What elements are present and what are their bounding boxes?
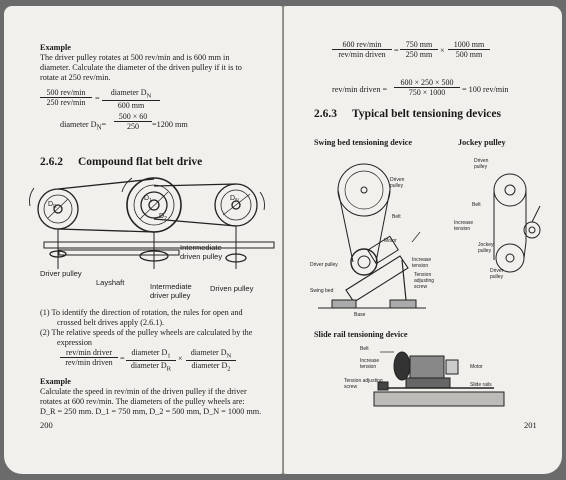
equation-fraction: $\frac{1000 mm}{500 mm}$ xyxy=(448,40,490,59)
example-heading: Example xyxy=(40,43,71,52)
label-intermediate-driven: driven pulley xyxy=(180,252,223,261)
section-number: 2.6.2 xyxy=(40,156,63,168)
label-dr: $D_R$ xyxy=(48,201,57,210)
slide-rail-title: Slide rail tensioning device xyxy=(314,330,408,339)
list-item-1: crossed belt drives apply (2.6.1). xyxy=(57,318,165,327)
left-page: Example The driver pulley rotates at 500 rev/min and is 600 mm in diameter. Calculate the diameter of the driven pulley if it is to rotate at 250 rev/min. 500 rev/min 250 rev/min = diameter $D_N$ 600 mm diameter $D_N=$ $\frac{500 \times 60}{250}$ =1200 mm 2.6.2 Compound flat belt drive $D_R$ $D_1$ $D_2$ $D_N$ Intermediate driven pulley Driver pulley Layshaft Intermediate driver pulley Driven pulley (1) To identify the direction of rotation, the rules for open and crossed belt drives apply (2.6.1). (2) The relative speeds of the pulley wheels are calculated by the expression rev/min driver rev/min driven = diameter $D_1$ diameter $D_R$ × diameter $D_N$ diameter $D_2$ Example Calculate the speed in rev/min of the driven pulley if the driver rotates at 600 rev/min. The diameters of the pulley wheels are: D_R = 250 mm. D_1 = 750 mm, D_2 = 500 mm, D_N = 1000 mm. 200 xyxy=(4,6,282,474)
label-layshaft: Layshaft xyxy=(96,278,125,287)
example-text: D_R = 250 mm. D_1 = 750 mm, D_2 = 500 mm, D_N = 1000 mm. xyxy=(40,407,262,416)
list-item-2: (2) The relative speeds of the pulley wheels are calculated by the xyxy=(40,328,253,337)
label-driven-pulley: Driven pulley xyxy=(210,284,254,293)
label-intermediate-driver: Intermediate xyxy=(150,282,192,291)
label-d2: $D_2$ xyxy=(159,213,167,222)
equals-sign: = xyxy=(95,94,100,103)
equation-fraction: $\frac{500 \times 60}{250}$ xyxy=(114,112,152,131)
swing-bed-title: Swing bed tensioning device xyxy=(314,138,413,147)
label-d1: $D_1$ xyxy=(144,195,152,204)
equation-fraction: rev/min driver rev/min driven xyxy=(60,348,118,367)
right-page: 600 rev/min rev/min driven = $\frac{750 mm}{250 mm}$ × $\frac{1000 mm}{500 mm}$ rev/min driven = $\frac{600 \times 250 \times 500}{750 \times 1000}$ = 100 rev/min 2.6.3 Typical belt tensioning devices Swing bed tensioning device Jockey pulley Driven pulley Belt Motor Driver pulley Increase tension Tension adjusting screw Swing bed Base Driven pulley Belt Increase tension Jockey pulley Driver pulley Slide rail tensioning device Belt Increase tension Motor Tension adjusting screw Slide rails 201 xyxy=(284,6,562,474)
label-dn: $D_N$ xyxy=(230,195,239,204)
label-driver-pulley: Driver pulley xyxy=(40,269,82,278)
equation-fraction: diameter $D_1$ diameter $D_R$ xyxy=(126,348,176,372)
page-number: 200 xyxy=(40,420,53,430)
list-item-2: expression xyxy=(57,338,93,347)
equation-prefix: diameter $D_N=$ xyxy=(60,120,107,132)
equation-fraction: 600 rev/min rev/min driven xyxy=(332,40,392,59)
equation-prefix: rev/min driven = xyxy=(332,85,388,94)
example-text: The driver pulley rotates at 500 rev/min and is 600 mm in xyxy=(40,53,230,62)
section-title: Typical belt tensioning devices xyxy=(352,108,501,120)
label-intermediate-driver: driver pulley xyxy=(150,291,191,300)
example-text: rotate at 250 rev/min. xyxy=(40,73,111,82)
equation-fraction: $\frac{750 mm}{250 mm}$ xyxy=(400,40,438,59)
equation-fraction: diameter $D_N$ 600 mm xyxy=(102,88,160,110)
page-number: 201 xyxy=(524,420,537,430)
equation-fraction: 500 rev/min 250 rev/min xyxy=(40,88,92,107)
example-heading: Example xyxy=(40,377,71,386)
example-text: diameter. Calculate the diameter of the driven pulley if it is to xyxy=(40,63,242,72)
section-title: Compound flat belt drive xyxy=(78,156,203,168)
example-text: Calculate the speed in rev/min of the driven pulley if the driver xyxy=(40,387,247,396)
equation-result: = 100 rev/min xyxy=(462,85,509,94)
swing-bed-diagram xyxy=(308,150,438,320)
jockey-pulley-title: Jockey pulley xyxy=(458,138,506,147)
label-intermediate-driven: Intermediate xyxy=(180,243,222,252)
equation-fraction: $\frac{600 \times 250 \times 500}{750 \times 1000}$ xyxy=(394,78,460,97)
example-text: rotates at 600 rev/min. The diameters of the pulley wheels are: xyxy=(40,397,245,406)
equation-result: =1200 mm xyxy=(152,120,188,129)
equation-fraction: diameter $D_N$ diameter $D_2$ xyxy=(186,348,236,372)
list-item-1: (1) To identify the direction of rotation, the rules for open and xyxy=(40,308,243,317)
section-number: 2.6.3 xyxy=(314,108,337,120)
